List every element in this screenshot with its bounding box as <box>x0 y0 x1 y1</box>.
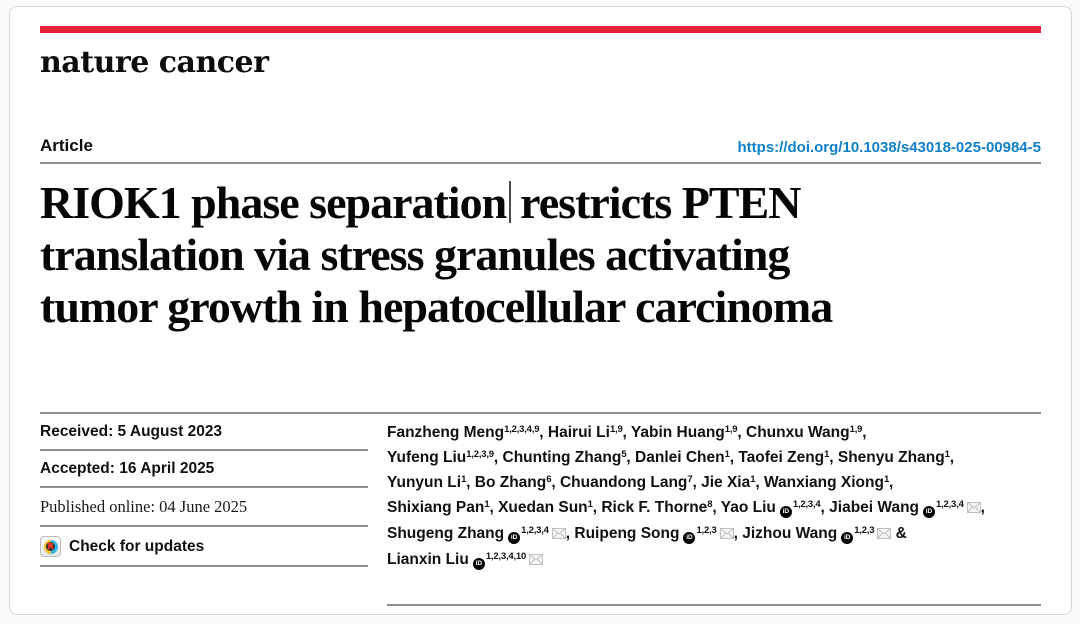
email-icon[interactable] <box>720 522 734 547</box>
orcid-icon[interactable]: iD <box>508 532 520 544</box>
author-separator: , <box>755 474 764 491</box>
author-name: Shixiang Pan <box>387 499 485 516</box>
orcid-icon[interactable]: iD <box>683 532 695 544</box>
author-separator: , <box>733 525 743 542</box>
title-line-1-before-cursor: RIOK1 phase separation <box>40 177 507 228</box>
dates-column <box>40 414 368 606</box>
brand-red-bar <box>40 26 1041 33</box>
author-name: Taofei Zeng <box>738 449 825 466</box>
author-name: Yabin Huang <box>630 424 725 441</box>
author-separator: , <box>592 499 602 516</box>
orcid-icon[interactable]: iD <box>473 558 485 570</box>
author-affiliations: 8 <box>707 498 713 510</box>
author-list <box>387 420 1041 573</box>
email-icon[interactable] <box>877 522 891 547</box>
title-line-1 <box>40 177 1041 229</box>
title-line-1-after-cursor: restricts PTEN <box>520 177 801 228</box>
author-separator: , <box>949 449 955 466</box>
author-separator: , <box>829 449 838 466</box>
orcid-icon[interactable]: iD <box>923 506 935 518</box>
author-affiliations: 1 <box>461 473 467 485</box>
meta-and-authors <box>40 412 1041 606</box>
author-affiliations: 1 <box>724 448 730 460</box>
author-separator: , <box>862 424 867 441</box>
author-name: Fanzheng Meng <box>387 424 505 441</box>
author-affiliations: 1,2,3 <box>854 524 875 536</box>
email-icon[interactable] <box>552 522 566 547</box>
author-affiliations: 5 <box>621 448 627 460</box>
author-line <box>387 445 1041 470</box>
author-separator: , <box>737 424 746 441</box>
email-icon[interactable] <box>529 548 543 573</box>
orcid-icon[interactable]: iD <box>841 532 853 544</box>
author-affiliations: 1,2,3,4,9 <box>504 423 540 435</box>
author-separator: , <box>712 499 721 516</box>
author-affiliations: 1,2,3,4 <box>792 498 821 510</box>
email-icon[interactable] <box>967 496 981 521</box>
author-separator: , <box>692 474 702 491</box>
author-affiliations: 1,9 <box>849 423 863 435</box>
author-separator: , <box>466 474 475 491</box>
author-name: Shugeng Zhang <box>387 525 505 542</box>
author-separator: , <box>980 499 985 516</box>
author-name: Lianxin Liu <box>387 551 469 568</box>
accepted-date: Accepted: 16 April 2025 <box>40 451 368 488</box>
article-page <box>9 6 1072 615</box>
crossmark-icon <box>40 536 61 557</box>
author-affiliations: 1 <box>750 473 756 485</box>
check-for-updates-button[interactable] <box>40 527 368 567</box>
author-affiliations: 1,2,3,4,10 <box>485 550 527 562</box>
author-affiliations: 1 <box>824 448 830 460</box>
author-separator: , <box>489 499 499 516</box>
journal-name: nature cancer <box>40 45 269 80</box>
author-affiliations: 6 <box>546 473 552 485</box>
author-line <box>387 495 1041 521</box>
article-title <box>40 177 1041 333</box>
author-name: Danlei Chen <box>635 449 725 466</box>
author-name: Rick F. Thorne <box>601 499 708 516</box>
author-separator: , <box>889 474 894 491</box>
author-affiliations: 1 <box>944 448 950 460</box>
author-separator: , <box>493 449 503 466</box>
author-line <box>387 521 1041 547</box>
author-name: Ruipeng Song <box>574 525 680 542</box>
author-separator: , <box>729 449 739 466</box>
author-affiliations: 1 <box>484 498 490 510</box>
check-for-updates-label: Check for updates <box>69 537 205 555</box>
doi-link[interactable]: https://doi.org/10.1038/s43018-025-00984-5 <box>737 139 1041 156</box>
author-affiliations: 7 <box>687 473 693 485</box>
title-line-2: translation via stress granules activating <box>40 229 790 280</box>
author-separator: , <box>539 424 548 441</box>
author-affiliations: 1,2,3,9 <box>466 448 494 460</box>
orcid-icon[interactable]: iD <box>780 506 792 518</box>
authors-bottom-rule <box>387 604 1041 606</box>
author-name: Xuedan Sun <box>498 499 588 516</box>
author-affiliations: 1,9 <box>609 423 623 435</box>
author-separator: , <box>565 525 575 542</box>
author-affiliations: 1,2,3,4 <box>521 524 549 536</box>
author-line <box>387 547 1041 573</box>
title-line-3: tumor growth in hepatocellular carcinoma <box>40 281 833 332</box>
author-name: Jiabei Wang <box>829 499 919 516</box>
author-line <box>387 470 1041 495</box>
author-name: Chunxu Wang <box>746 424 850 441</box>
author-name: Yao Liu <box>720 499 776 516</box>
author-separator: , <box>626 449 636 466</box>
author-affiliations: 1 <box>883 473 890 485</box>
author-separator: & <box>891 525 907 542</box>
author-name: Chuandong Lang <box>559 474 688 491</box>
author-affiliations: 1,2,3,4 <box>936 498 964 510</box>
author-name: Shenyu Zhang <box>837 449 945 466</box>
published-date: Published online: 04 June 2025 <box>40 488 368 527</box>
author-affiliations: 1 <box>587 498 593 510</box>
author-name: Chunting Zhang <box>502 449 622 466</box>
author-affiliations: 1,2,3 <box>696 524 717 536</box>
article-type-label: Article <box>40 136 93 155</box>
author-name: Bo Zhang <box>474 474 547 491</box>
text-cursor <box>509 181 511 223</box>
author-name: Jizhou Wang <box>742 525 838 542</box>
author-name: Jie Xia <box>701 474 751 491</box>
author-separator: , <box>622 424 631 441</box>
author-separator: , <box>551 474 560 491</box>
author-name: Hairui Li <box>547 424 610 441</box>
author-line <box>387 420 1041 445</box>
received-date: Received: 5 August 2023 <box>40 414 368 451</box>
article-header-row <box>40 136 1041 156</box>
author-separator: , <box>820 499 830 516</box>
authors-column <box>387 414 1041 606</box>
author-name: Yunyun Li <box>387 474 462 491</box>
header-rule <box>40 162 1041 164</box>
author-name: Yufeng Liu <box>387 449 467 466</box>
author-affiliations: 1,9 <box>724 423 738 435</box>
author-name: Wanxiang Xiong <box>763 474 884 491</box>
